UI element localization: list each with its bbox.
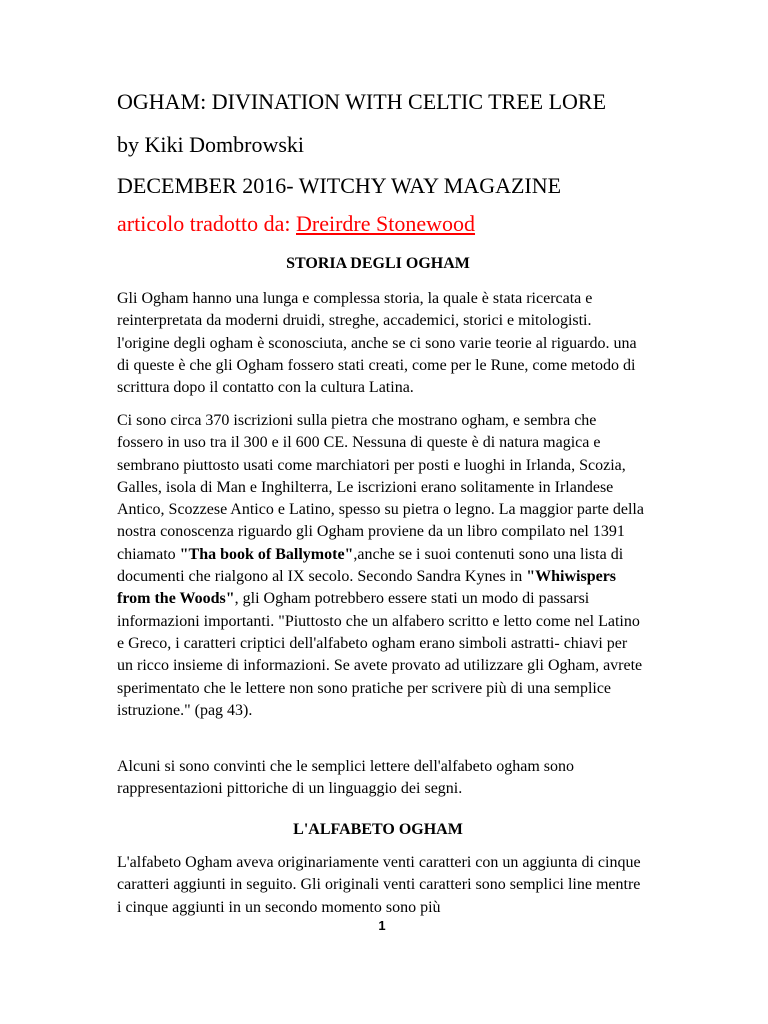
paragraph-history-intro: Gli Ogham hanno una lunga e complessa storia, la quale è stata ricercata e reinterpretata da moderni druidi, streghe, accademici, storici e mitologisti. l'origine degli ogham è sconosciuta, anche se ci sono varie teorie al riguardo. una di queste è che gli Ogham fossero stati creati, come per le Rune, come metodo di scrittura dopo il contatto con la cultura Latina. — [117, 290, 637, 397]
article-author: by Kiki Dombrowski — [117, 132, 304, 157]
paragraph-alphabet: L'alfabeto Ogham aveva originariamente venti caratteri con un aggiunta di cinque caratteri aggiunti in seguito. Gli originali venti caratteri sono semplici line mentre i cinque aggiunti in un secondo momento sono più — [117, 854, 641, 916]
section-heading-history: STORIA DEGLI OGHAM — [286, 255, 470, 272]
translator-link[interactable]: Dreirdre Stonewood — [296, 211, 476, 236]
translation-label: articolo tradotto da: — [117, 211, 291, 236]
paragraph-history-signs: Alcuni si sono convinti che le semplici lettere dell'alfabeto ogham sono rappresentazioni pittoriche di un linguaggio dei segni. — [117, 758, 574, 798]
paragraph-text: Ci sono circa 370 iscrizioni sulla pietra che mostrano ogham, e sembra che fossero in uso tra il 300 e il 600 CE. Nessuna di queste è di natura magica e sembrano piuttosto usati come marchiatori per posti e luoghi in Irlanda, Scozia, Galles, isola di Man e Inghilterra, Le iscrizioni erano solitamente in Irlandese Antico, Scozzese Antico e Latino, spesso su pietra o legno. La maggior parte della nostra conoscenza riguardo gli Ogham proviene da un libro compilato nel 1391 chiamato — [117, 412, 644, 563]
book-title-whispers: "Whiwispers from the Woods" — [117, 568, 617, 608]
book-title-ballymote: "Tha book of Ballymote" — [179, 545, 354, 563]
translation-credit — [117, 210, 475, 238]
paragraph-text: , gli Ogham potrebbero essere stati un modo di passarsi informazioni importanti. "Piuttosto che un alfabero scritto e letto come nel Latino e Greco, i caratteri criptici dell'alfabeto ogham erano simboli astratti- chiavi per un ricco insieme di informazioni. Se avete provato ad utilizzare gli Ogham, avrete sperimentato che le lettere non sono pratiche per scrivere più di una semplice istruzione." (pag 43). — [117, 590, 643, 719]
page-number: 1 — [378, 918, 386, 933]
paragraph-text: ,anche se i suoi contenuti sono una lista di documenti che rialgono al IX secolo. Secondo Sandra Kynes in — [117, 545, 624, 586]
article-title: OGHAM: DIVINATION WITH CELTIC TREE LORE — [117, 89, 607, 114]
section-heading-alphabet: L'ALFABETO OGHAM — [293, 821, 463, 838]
paragraph-history-inscriptions — [117, 410, 645, 722]
article-source: DECEMBER 2016- WITCHY WAY MAGAZINE — [117, 173, 562, 198]
